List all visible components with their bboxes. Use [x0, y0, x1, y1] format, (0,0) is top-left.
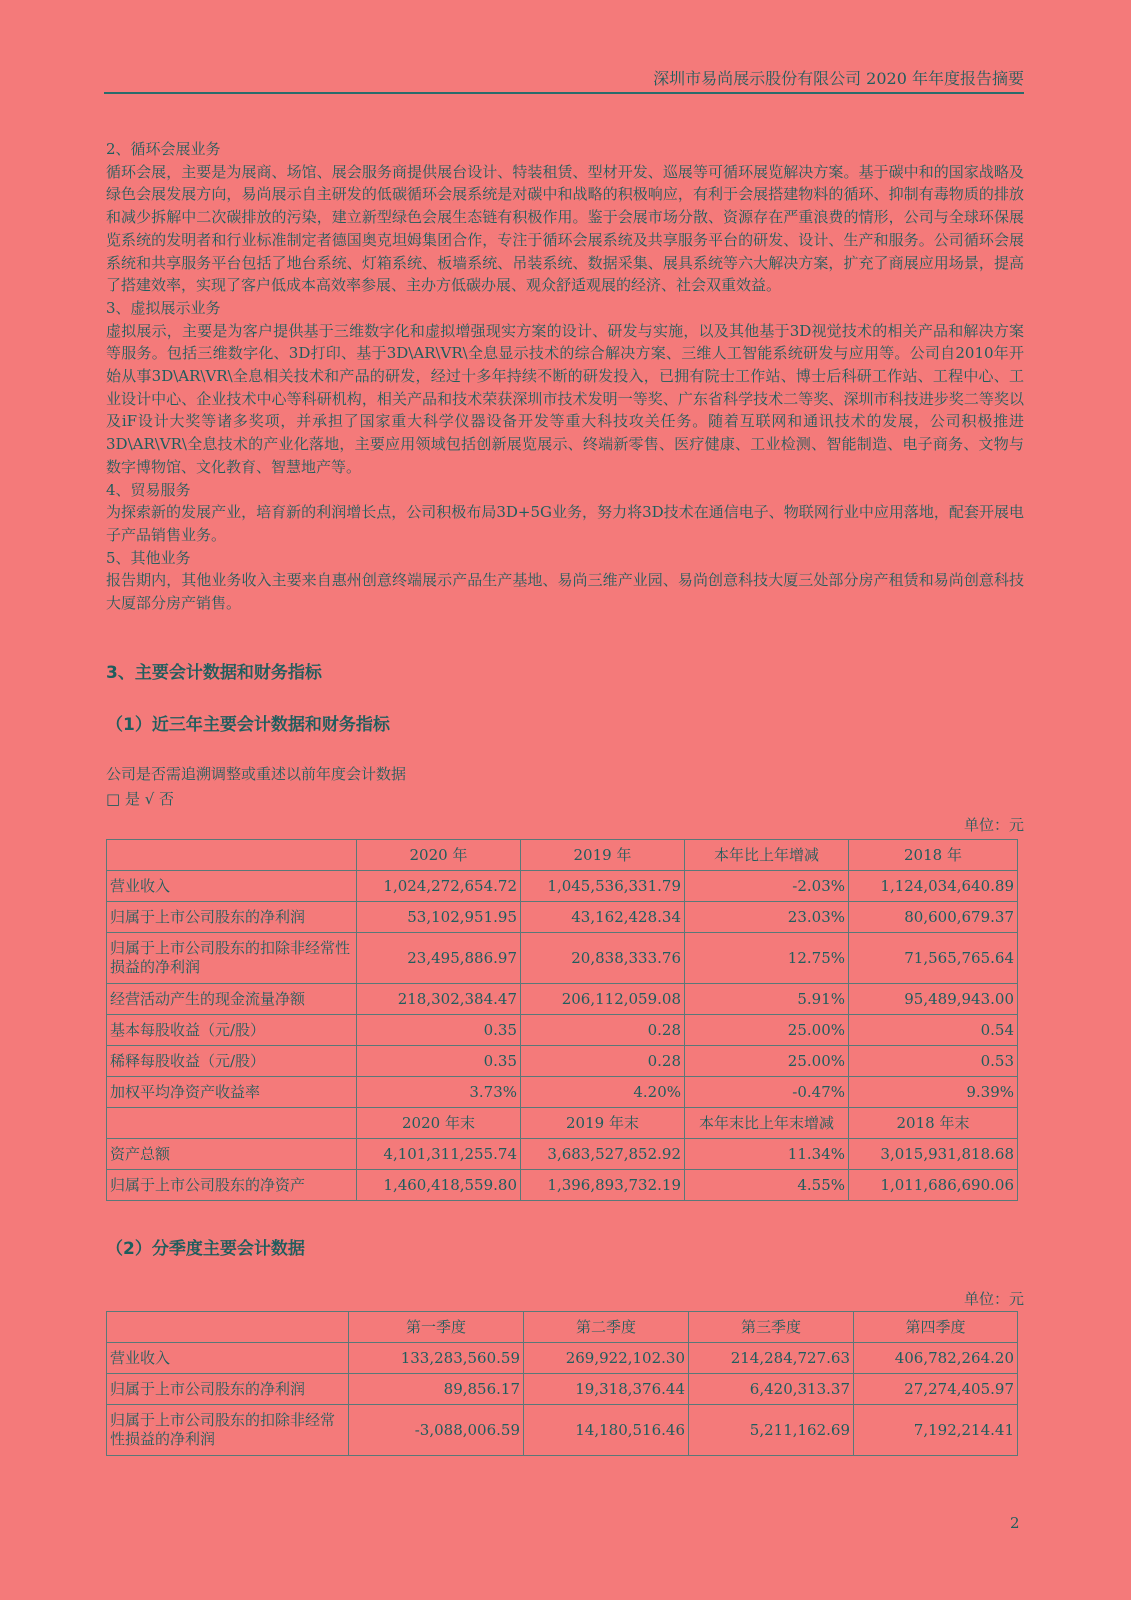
header-cell: 第四季度 [854, 1312, 1018, 1343]
row-label-cell: 稀释每股收益（元/股） [107, 1046, 357, 1077]
table-row [107, 902, 1018, 933]
para-heading: 2、循环会展业务 [106, 140, 221, 158]
header-cell: 2018 年末 [849, 1108, 1018, 1139]
restate-answer: □ 是 √ 否 [106, 790, 175, 808]
header-cell: 2020 年 [357, 840, 521, 871]
restate-question: 公司是否需追溯调整或重述以前年度会计数据 [106, 765, 407, 783]
quarterly-financial-table [106, 1311, 1018, 1456]
value-cell: 7,192,214.41 [854, 1405, 1018, 1456]
table-body [107, 840, 1018, 1201]
value-cell: 1,396,893,732.19 [521, 1170, 685, 1201]
value-cell: 0.28 [521, 1046, 685, 1077]
table-row [107, 1139, 1018, 1170]
value-cell: 4,101,311,255.74 [357, 1139, 521, 1170]
header-cell: 第三季度 [689, 1312, 854, 1343]
table-row [107, 933, 1018, 984]
report-header: 深圳市易尚展示股份有限公司 2020 年年度报告摘要 [653, 69, 1024, 88]
value-cell: 71,565,765.64 [849, 933, 1018, 984]
three-year-financial-table [106, 839, 1018, 1201]
row-label-cell: 归属于上市公司股东的扣除非经常性损益的净利润 [107, 1405, 349, 1456]
value-cell: 269,922,102.30 [524, 1343, 689, 1374]
table-row [107, 1077, 1018, 1108]
row-label-cell: 归属于上市公司股东的净利润 [107, 1374, 349, 1405]
header-cell: 本年比上年增减 [685, 840, 849, 871]
para-heading: 3、虚拟展示业务 [106, 298, 221, 317]
row-label-cell: 资产总额 [107, 1139, 357, 1170]
row-label-cell: 基本每股收益（元/股） [107, 1015, 357, 1046]
value-cell: 218,302,384.47 [357, 984, 521, 1015]
value-cell: 3,015,931,818.68 [849, 1139, 1018, 1170]
table-header-row [107, 1108, 1018, 1139]
header-cell: 2020 年末 [357, 1108, 521, 1139]
value-cell: 3.73% [357, 1077, 521, 1108]
value-cell: 133,283,560.59 [349, 1343, 524, 1374]
value-cell: 25.00% [685, 1015, 849, 1046]
table-row [107, 1343, 1018, 1374]
value-cell: 25.00% [685, 1046, 849, 1077]
value-cell: 0.54 [849, 1015, 1018, 1046]
value-cell: 214,284,727.63 [689, 1343, 854, 1374]
value-cell: 1,024,272,654.72 [357, 871, 521, 902]
value-cell: 406,782,264.20 [854, 1343, 1018, 1374]
value-cell: 23,495,886.97 [357, 933, 521, 984]
page-number: 2 [1010, 1514, 1020, 1532]
value-cell: -0.47% [685, 1077, 849, 1108]
table-row [107, 871, 1018, 902]
subsection-title: （1）近三年主要会计数据和财务指标 [106, 715, 390, 735]
row-label-cell: 营业收入 [107, 1343, 349, 1374]
row-label-cell: 经营活动产生的现金流量净额 [107, 984, 357, 1015]
value-cell: 5,211,162.69 [689, 1405, 854, 1456]
value-cell: 0.28 [521, 1015, 685, 1046]
header-divider [104, 92, 1024, 94]
table-body [107, 1312, 1018, 1456]
row-label-cell: 归属于上市公司股东的净利润 [107, 902, 357, 933]
para-text: 循环会展，主要是为展商、场馆、展会服务商提供展台设计、特装租赁、型材开发、巡展等可循环展览解决方案。基于碳中和的国家战略及绿色会展发展方向，易尚展示自主研发的低碳循环会展系统是对碳中和战略的积极响应，有利于会展搭建物料的循环、抑制有毒物质的排放和减少拆解中二次碳排放的污染，建立新型绿色会展生态链有积极作用。鉴于会展市场分散、资源存在严重浪费的情形，公司与全球环保展览系统的发明者和行业标准制定者德国奥克坦姆集团合作，专注于循环会展系统及共享服务平台的研发、设计、生产和服务。公司循环会展系统和共享服务平台包括了地台系统、灯箱系统、板墙系统、吊装系统、数据采集、展具系统等六大解决方案，扩充了商展应用场景，提高了搭建效率，实现了客户低成本高效率参展、主办方低碳办展、观众舒适观展的经济、社会双重效益。 [106, 162, 1024, 295]
para-text: 为探索新的发展产业，培育新的利润增长点，公司积极布局3D+5G业务，努力将3D技术在通信电子、物联网行业中应用落地，配套开展电子产品销售业务。 [106, 503, 1024, 544]
value-cell: 9.39% [849, 1077, 1018, 1108]
row-label-cell: 归属于上市公司股东的扣除非经常性损益的净利润 [107, 933, 357, 984]
subsection-title: （2）分季度主要会计数据 [106, 1239, 305, 1259]
header-cell: 第一季度 [349, 1312, 524, 1343]
header-cell: 2019 年末 [521, 1108, 685, 1139]
business-description [106, 138, 1024, 615]
value-cell: 4.20% [521, 1077, 685, 1108]
header-cell: 本年末比上年末增减 [685, 1108, 849, 1139]
value-cell: 53,102,951.95 [357, 902, 521, 933]
para-heading: 4、贸易服务 [106, 480, 191, 499]
value-cell: 27,274,405.97 [854, 1374, 1018, 1405]
table-header-row [107, 1312, 1018, 1343]
value-cell: 12.75% [685, 933, 849, 984]
value-cell: 11.34% [685, 1139, 849, 1170]
table-row [107, 1046, 1018, 1077]
para-text: 报告期内，其他业务收入主要来自惠州创意终端展示产品生产基地、易尚三维产业园、易尚创意科技大厦三处部分房产租赁和易尚创意科技大厦部分房产销售。 [106, 571, 1024, 613]
table-row [107, 1374, 1018, 1405]
header-cell [107, 1312, 349, 1343]
section-title: 3、主要会计数据和财务指标 [106, 663, 322, 683]
header-cell: 2019 年 [521, 840, 685, 871]
row-label-cell: 加权平均净资产收益率 [107, 1077, 357, 1108]
table-row [107, 1170, 1018, 1201]
table-row [107, 1015, 1018, 1046]
header-cell: 2018 年 [849, 840, 1018, 871]
value-cell: 1,045,536,331.79 [521, 871, 685, 902]
value-cell: 23.03% [685, 902, 849, 933]
value-cell: 206,112,059.08 [521, 984, 685, 1015]
value-cell: 3,683,527,852.92 [521, 1139, 685, 1170]
value-cell: 0.35 [357, 1046, 521, 1077]
value-cell: 0.53 [849, 1046, 1018, 1077]
value-cell: 4.55% [685, 1170, 849, 1201]
header-cell [107, 1108, 357, 1139]
para-heading: 5、其他业务 [106, 548, 191, 567]
value-cell: 6,420,313.37 [689, 1374, 854, 1405]
table-row [107, 1405, 1018, 1456]
header-cell: 第二季度 [524, 1312, 689, 1343]
value-cell: 14,180,516.46 [524, 1405, 689, 1456]
value-cell: 0.35 [357, 1015, 521, 1046]
value-cell: 1,124,034,640.89 [849, 871, 1018, 902]
row-label-cell: 归属于上市公司股东的净资产 [107, 1170, 357, 1201]
value-cell: -2.03% [685, 871, 849, 902]
value-cell: 95,489,943.00 [849, 984, 1018, 1015]
value-cell: 1,460,418,559.80 [357, 1170, 521, 1201]
unit-label: 单位：元 [963, 1290, 1024, 1308]
value-cell: 89,856.17 [349, 1374, 524, 1405]
para-text: 虚拟展示，主要是为客户提供基于三维数字化和虚拟增强现实方案的设计、研发与实施，以及其他基于3D视觉技术的相关产品和解决方案等服务。包括三维数字化、3D打印、基于3D\AR\VR\全息显示技术的综合解决方案、三维人工智能系统研发与应用等。公司自2010年开始从事3D\AR\VR\全息相关技术和产品的研发，经过十多年持续不断的研发投入，已拥有院士工作站、博士后科研工作站、工程中心、工业设计中心、企业技术中心等科研机构，相关产品和技术荣获深圳市技术发明一等奖、广东省科学技术二等奖、深圳市科技进步奖二等奖以及iF设计大奖等诸多奖项，并承担了国家重大科学仪器设备开发等重大科技攻关任务。随着互联网和通讯技术的发展，公司积极推进3D\AR\VR\全息技术的产业化落地，主要应用领域包括创新展览展示、终端新零售、医疗健康、工业检测、智能制造、电子商务、文物与数字博物馆、文化教育、智慧地产等。 [106, 321, 1024, 476]
value-cell: -3,088,006.59 [349, 1405, 524, 1456]
value-cell: 43,162,428.34 [521, 902, 685, 933]
value-cell: 80,600,679.37 [849, 902, 1018, 933]
value-cell: 1,011,686,690.06 [849, 1170, 1018, 1201]
table-header-row [107, 840, 1018, 871]
row-label-cell: 营业收入 [107, 871, 357, 902]
table-row [107, 984, 1018, 1015]
unit-label: 单位：元 [963, 816, 1024, 834]
value-cell: 19,318,376.44 [524, 1374, 689, 1405]
value-cell: 5.91% [685, 984, 849, 1015]
header-cell [107, 840, 357, 871]
value-cell: 20,838,333.76 [521, 933, 685, 984]
